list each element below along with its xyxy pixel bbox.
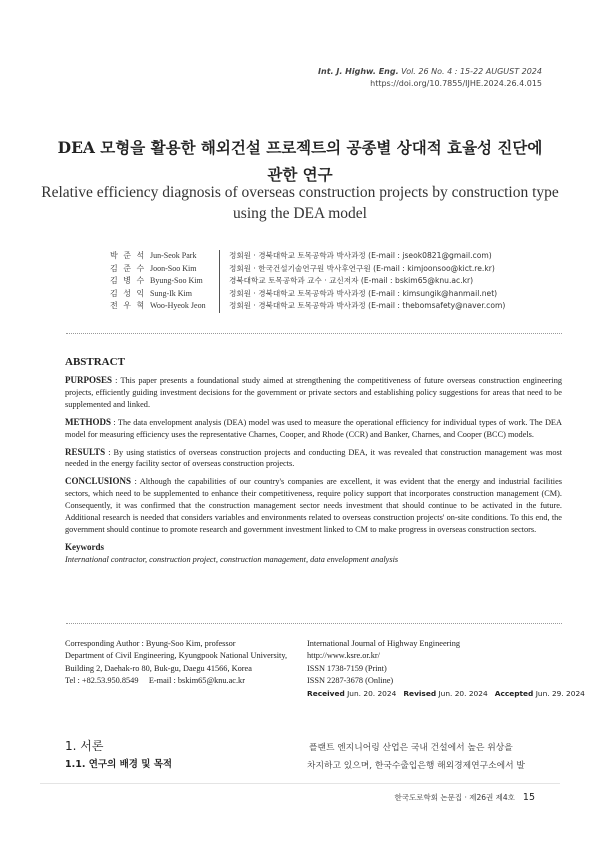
- purposes-label: PURPOSES: [65, 375, 113, 385]
- conclusions-text: : Although the capabilities of our country's companies are excellent, it was evident that the energy and industrial facilities sectors, which need to be supplemented to enhance their competitiveness, require policy support that incorporates construction management (CM). Consequently, it was confirmed that the construction management sector needs investment that should continue to be activated in the future. Additional research is needed that considers variables and environments related to overseas construction projects' on-site conditions. To this end, the government should continue to promote research and government investment linked to CM to make progress in overseas construction sectors.: [65, 477, 562, 534]
- dotted-divider: [66, 623, 562, 624]
- revised-label: Revised: [403, 688, 437, 698]
- subsection-heading: 1.1. 연구의 배경 및 목적: [65, 759, 173, 770]
- methods-label: METHODS: [65, 416, 112, 427]
- revised-date: Jun. 20. 2024: [438, 688, 488, 698]
- author-affiliation: 정회원 · 경북대학교 토목공학과 박사과정 (E-mail : jseok0821@gmail.com): [219, 250, 492, 263]
- section-heading: 1. 서론: [65, 739, 104, 753]
- author-name-korean: 김 성 익: [110, 288, 146, 298]
- korean-title-line1: DEA 모형을 활용한 해외건설 프로젝트의 공종별 상대적 효율성 진단에: [57, 138, 543, 157]
- abstract-purposes: [65, 375, 562, 411]
- keywords-heading: Keywords: [65, 541, 104, 552]
- author-row: [110, 300, 505, 313]
- abstract-section: [65, 355, 562, 566]
- submission-dates: [307, 688, 585, 700]
- issn-print: ISSN 1738-7159 (Print): [307, 663, 387, 673]
- footer-journal: 한국도로학회 논문집 · 제26권 제4호: [394, 793, 515, 802]
- issn-online: ISSN 2287-3678 (Online): [307, 676, 394, 686]
- journal-info-block: [307, 638, 585, 700]
- corresponding-line: Building 2, Daehak-ro 80, Buk-gu, Daegu 41566, Korea: [65, 663, 252, 673]
- received-date: Jun. 20. 2024: [347, 688, 397, 698]
- journal-url[interactable]: http://www.ksre.or.kr/: [307, 651, 380, 661]
- author-row: [110, 288, 505, 301]
- korean-title-line2: 관한 연구: [267, 165, 333, 184]
- corresponding-line: Corresponding Author : Byung-Soo Kim, professor: [65, 639, 236, 648]
- author-name-english: Joon-Soo Kim: [150, 263, 197, 273]
- conclusions-label: CONCLUSIONS: [65, 476, 132, 487]
- results-label: RESULTS: [65, 446, 106, 457]
- author-row: [110, 263, 505, 276]
- author-list: [110, 250, 505, 313]
- accepted-date: Jun. 29. 2024: [535, 688, 585, 698]
- author-affiliation: 경북대학교 토목공학과 교수 · 교신저자 (E-mail : bskim65@knu.ac.kr): [219, 275, 473, 288]
- page-number: 15: [522, 792, 535, 803]
- author-name-korean: 박 준 석: [110, 251, 146, 260]
- author-affiliation: 정회원 · 경북대학교 토목공학과 박사과정 (E-mail : kimsungik@hanmail.net): [219, 288, 497, 301]
- results-text: : By using statistics of overseas construction projects and conducting DEA, it was revealed that construction management was most needed in the energy facility sector of overseas construction projects.: [65, 447, 562, 469]
- author-name-korean: 김 준 수: [110, 263, 146, 273]
- author-affiliation: 정회원 · 경북대학교 토목공학과 박사과정 (E-mail : thebomsafety@naver.com): [219, 300, 505, 313]
- footer-divider: [40, 783, 560, 784]
- author-affiliation: 정회원 · 한국건설기술연구원 박사후연구원 (E-mail : kimjoonsoo@kict.re.kr): [219, 263, 495, 276]
- abstract-conclusions: [65, 476, 562, 536]
- keywords-text: International contractor, construction project, construction management, data envelopment analysis: [65, 554, 399, 564]
- journal-abbrev: Int. J. Highw. Eng.: [318, 67, 399, 76]
- author-name-english: Byung-Soo Kim: [150, 276, 203, 286]
- page-footer: [394, 792, 535, 803]
- corresponding-line: Department of Civil Engineering, Kyungpook National University,: [65, 651, 288, 661]
- corresponding-contact: Tel : +82.53.950.8549 E-mail : bskim65@knu.ac.kr: [65, 676, 245, 686]
- english-title: [40, 182, 560, 224]
- volume-issue: Vol. 26 No. 4 : 15-22 AUGUST 2024: [398, 67, 542, 76]
- body-paragraph: [307, 739, 563, 775]
- dotted-divider: [66, 333, 562, 334]
- author-row: [110, 250, 505, 263]
- accepted-label: Accepted: [494, 688, 534, 698]
- body-line: 차지하고 있으며, 한국수출입은행 해외경제연구소에서 발: [307, 761, 525, 771]
- methods-text: : The data envelopment analysis (DEA) model was used to measure the operational efficiency for individual types of work. The DEA model for measuring efficiency uses the representative Charnes, Cooper, and Rhode (CCR) and Banker, Charnes, and Cooper (BCC) models.: [65, 417, 562, 439]
- english-title-line2: using the DEA model: [233, 205, 367, 222]
- author-name-english: Woo-Hyeok Jeon: [150, 301, 206, 311]
- author-name-korean: 전 우 혁: [110, 301, 146, 311]
- corresponding-author-block: [65, 638, 305, 688]
- body-line: 플랜트 엔지니어링 산업은 국내 건설에서 높은 위상을: [309, 743, 513, 753]
- received-label: Received: [307, 688, 345, 698]
- english-title-line1: Relative efficiency diagnosis of overseas construction projects by construction type: [41, 184, 559, 201]
- doi-link[interactable]: https://doi.org/10.7855/IJHE.2024.26.4.015: [370, 79, 542, 88]
- author-name-english: Jun-Seok Park: [150, 251, 197, 260]
- citation-line: [318, 66, 542, 78]
- abstract-results: [65, 447, 562, 471]
- author-row: [110, 275, 505, 288]
- abstract-methods: [65, 417, 562, 441]
- abstract-heading: ABSTRACT: [65, 356, 125, 368]
- purposes-text: : This paper presents a foundational study aimed at strengthening the competitiveness of future overseas construction engineering projects, efficiently guiding investment decisions for the government or private sectors and establishing policy suggestions for areas that need to be supplemented and linked.: [65, 376, 562, 409]
- journal-citation: [318, 66, 542, 90]
- korean-title: [40, 134, 560, 188]
- author-name-english: Sung-Ik Kim: [150, 288, 192, 298]
- journal-name: International Journal of Highway Engineering: [307, 639, 460, 648]
- author-name-korean: 김 병 수: [110, 276, 146, 286]
